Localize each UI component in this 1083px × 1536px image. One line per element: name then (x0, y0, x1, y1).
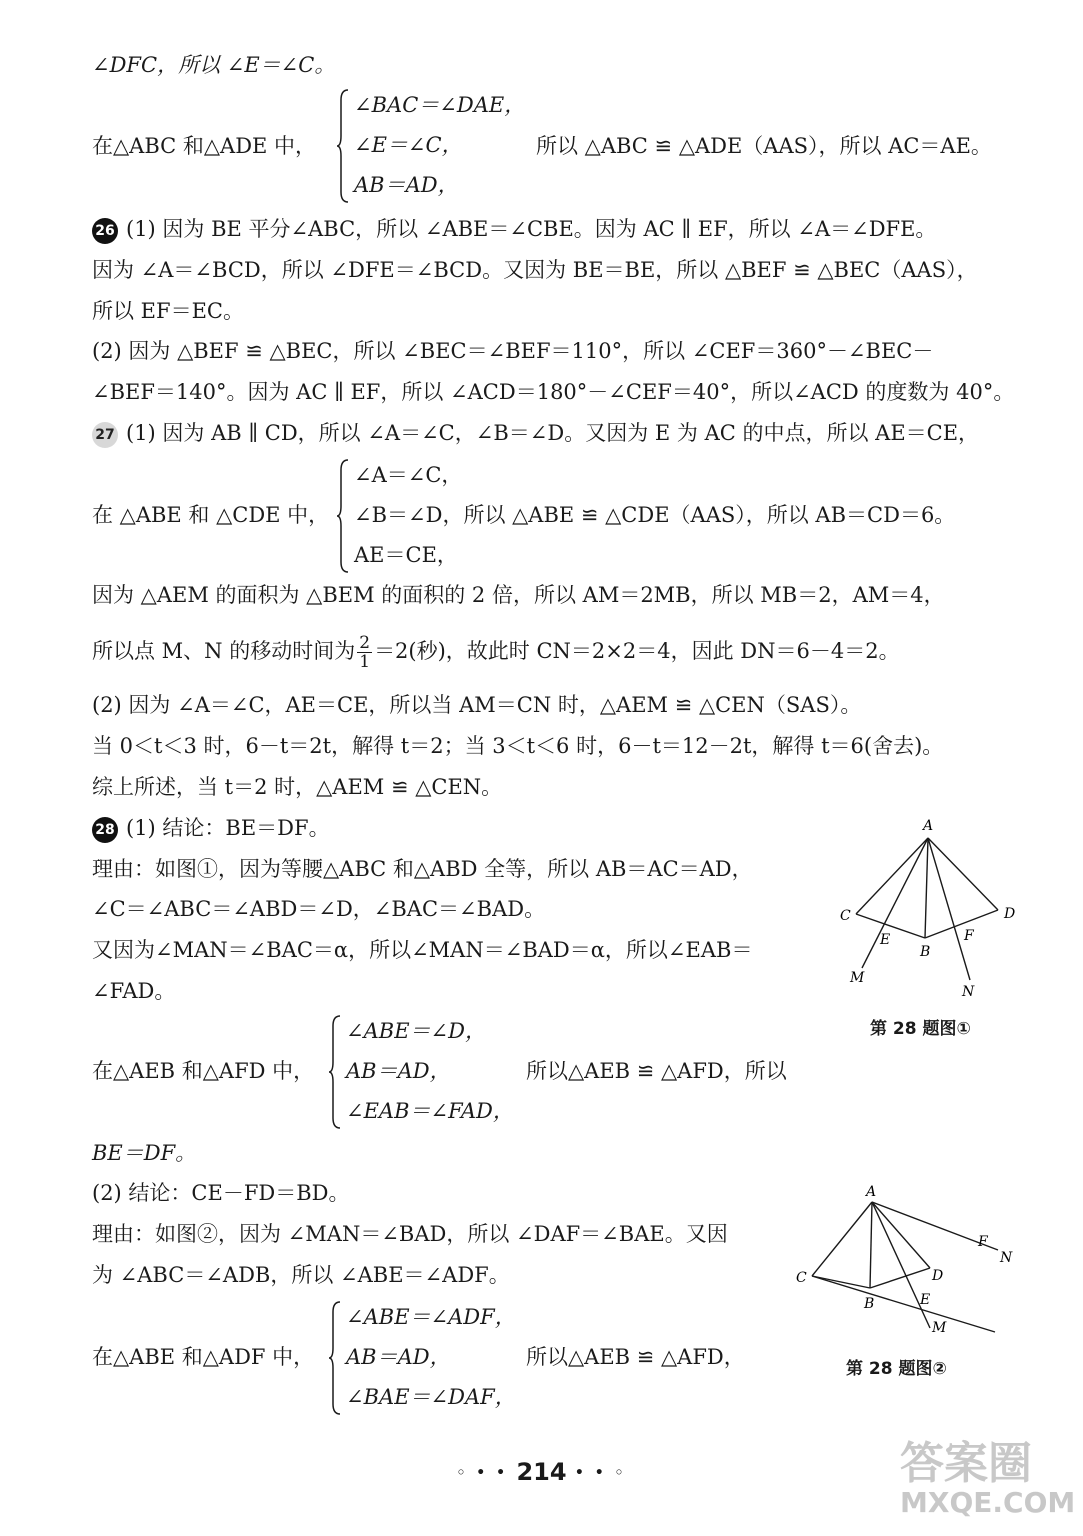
text-line: 在 △ABE 和 △CDE 中， (92, 503, 330, 527)
text-line: 当 0＜t＜3 时，6－t＝2t，解得 t＝2；当 3＜t＜6 时，6－t＝12－2t，解得 t＝6(舍去)。 (92, 734, 944, 758)
fraction (357, 634, 372, 671)
decorative-dots-icon: • • ◦ (574, 1465, 627, 1481)
fraction-denominator: 1 (359, 652, 371, 672)
left-brace-icon (336, 458, 350, 574)
point-label: F (964, 928, 974, 944)
text-line: ∠BEF＝140°。因为 AC ∥ EF，所以 ∠ACD＝180°－∠CEF＝40°，所以∠ACD 的度数为 40°。 (92, 380, 1015, 404)
question-26-line (92, 214, 936, 244)
fraction-numerator: 2 (359, 633, 371, 653)
text-line: 所以 △ABC ≌ △ADE（AAS），所以 AC＝AE。 (536, 134, 992, 158)
text-line: 在△AEB 和△AFD 中， (92, 1059, 315, 1083)
point-label: B (920, 944, 931, 960)
text-line: ∠C＝∠ABC＝∠ABD＝∠D，∠BAC＝∠BAD。 (92, 897, 546, 921)
point-label: C (796, 1270, 807, 1286)
watermark-logo: 答案圈 MXQE.COM (900, 1438, 1076, 1519)
text-line: (1) 因为 AB ∥ CD，所以 ∠A＝∠C，∠B＝∠D。又因为 E 为 AC 的中点，所以 AE＝CE， (126, 421, 980, 445)
page-number: 214 (516, 1458, 567, 1486)
equation-system (336, 458, 1016, 574)
point-label: E (920, 1292, 931, 1308)
text-line-with-fraction (92, 634, 900, 671)
left-brace-icon (328, 1300, 342, 1416)
text-line: 综上所述，当 t＝2 时，△AEM ≌ △CEN。 (92, 775, 503, 799)
figure-28-1 (832, 818, 1032, 1000)
question-number-badge: 27 (92, 422, 118, 448)
system-row: AE＝CE， (354, 543, 458, 567)
left-brace-icon (336, 88, 350, 204)
question-28-line (92, 813, 330, 843)
figure-caption: 第 28 题图① (870, 1019, 971, 1039)
text-line: (1) 结论：BE＝DF。 (126, 816, 330, 840)
text-line: 理由：如图①，因为等腰△ABC 和△ABD 全等，所以 AB＝AC＝AD， (92, 857, 753, 881)
equation-system (328, 1300, 538, 1416)
system-row: ∠EAB＝∠FAD， (346, 1099, 514, 1123)
decorative-dots-icon: ◦ • • (456, 1465, 509, 1481)
question-number-badge: 26 (92, 218, 118, 244)
point-label: C (840, 908, 851, 924)
point-label: F (978, 1234, 988, 1250)
point-label: B (864, 1296, 875, 1312)
system-row: AB＝AD， (346, 1345, 451, 1369)
point-label: N (1000, 1250, 1013, 1266)
text-line: 又因为∠MAN＝∠BAC＝α，所以∠MAN＝∠BAD＝α，所以∠EAB＝ (92, 938, 753, 962)
text-line: 在△ABC 和△ADE 中， (92, 134, 317, 158)
point-label: A (866, 1184, 877, 1200)
system-row: ∠B＝∠D，所以 △ABE ≌ △CDE（AAS），所以 AB＝CD＝6。 (354, 503, 956, 527)
text-line: 理由：如图②，因为 ∠MAN＝∠BAD，所以 ∠DAF＝∠BAE。又因 (92, 1222, 728, 1246)
text-line: 所以 EF＝EC。 (92, 299, 244, 323)
system-row: ∠BAE＝∠DAF， (346, 1385, 516, 1409)
equation-system (328, 1014, 538, 1130)
text-line: (2) 因为 ∠A＝∠C，AE＝CE，所以当 AM＝CN 时，△AEM ≌ △CEN（SAS）。 (92, 693, 862, 717)
point-label: E (880, 932, 891, 948)
text-line: 所以△AEB ≌ △AFD，所以 (526, 1059, 787, 1083)
text-line: (2) 结论：CE－FD＝BD。 (92, 1181, 350, 1205)
text-line: (2) 因为 △BEF ≌ △BEC，所以 ∠BEC＝∠BEF＝110°，所以 ∠CEF＝360°－∠BEC－ (92, 339, 934, 363)
text-line: 因为 ∠A＝∠BCD，所以 ∠DFE＝∠BCD。又因为 BE＝BE，所以 △BEF ≌ △BEC（AAS）， (92, 258, 978, 282)
left-brace-icon (328, 1014, 342, 1130)
text-line: ∠FAD。 (92, 979, 176, 1003)
figure-28-2 (790, 1180, 1013, 1340)
text-line: BE＝DF。 (92, 1141, 197, 1165)
point-label: A (923, 818, 934, 834)
text-line: 为 ∠ABC＝∠ADB，所以 ∠ABE＝∠ADF。 (92, 1263, 510, 1287)
text-line: ∠DFC，所以 ∠E＝∠C。 (92, 53, 336, 77)
equation-system (336, 88, 566, 204)
question-27-line (92, 418, 979, 448)
text-line: 所以点 M、N 的移动时间为 (92, 639, 356, 663)
point-label: M (932, 1320, 947, 1336)
system-row: AB＝AD， (354, 173, 459, 197)
system-row: ∠E＝∠C， (354, 133, 463, 157)
figure-caption: 第 28 题图② (846, 1359, 947, 1379)
system-row: ∠ABE＝∠D， (346, 1019, 486, 1043)
point-label: N (962, 984, 975, 1000)
point-label: D (1004, 906, 1016, 922)
text-line: 在△ABE 和△ADF 中， (92, 1345, 315, 1369)
text-line: (1) 因为 BE 平分∠ABC，所以 ∠ABE＝∠CBE。因为 AC ∥ EF，所以 ∠A＝∠DFE。 (126, 217, 937, 241)
system-row: AB＝AD， (346, 1059, 451, 1083)
text-line: 所以△AEB ≌ △AFD， (526, 1345, 745, 1369)
system-row: ∠A＝∠C， (354, 463, 463, 487)
system-row: ∠BAC＝∠DAE， (354, 93, 526, 117)
question-number-badge: 28 (92, 817, 118, 843)
system-row: ∠ABE＝∠ADF， (346, 1305, 516, 1329)
text-line: 因为 △AEM 的面积为 △BEM 的面积的 2 倍，所以 AM＝2MB，所以 MB＝2，AM＝4， (92, 583, 945, 607)
point-label: D (932, 1268, 944, 1284)
text-line: ＝2(秒)，故此时 CN＝2×2＝4，因此 DN＝6－4＝2。 (374, 639, 900, 663)
point-label: M (850, 970, 865, 986)
